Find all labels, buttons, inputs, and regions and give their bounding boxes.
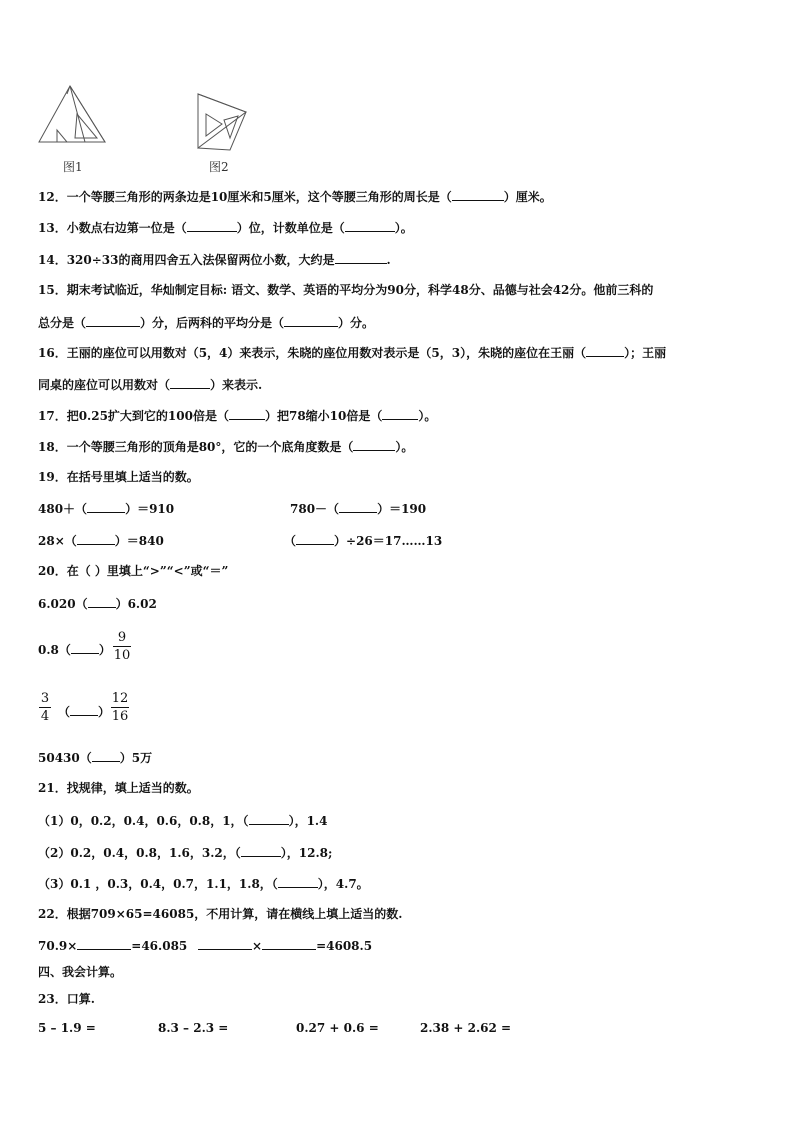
figure-1-caption: 图1 xyxy=(63,160,83,174)
question-20-a-text: 6.020（ xyxy=(38,597,88,611)
question-16-line-2 xyxy=(38,375,262,394)
question-21-1-suffix: ），1.4 xyxy=(288,814,328,828)
question-19-b-text: 780－（ xyxy=(290,502,340,516)
question-16-suffix-2: ）来表示. xyxy=(210,378,263,392)
question-22-item-b xyxy=(198,936,372,955)
mental-math-item: 0.27 + 0.6 = xyxy=(296,1021,379,1035)
question-19-c-blank[interactable] xyxy=(77,531,115,545)
question-20-item-b xyxy=(38,640,111,659)
question-13-blank-2[interactable] xyxy=(345,218,395,232)
question-19-c-text: 28×（ xyxy=(38,534,77,548)
question-20-item-c xyxy=(58,702,110,721)
question-20-c-fraction-right xyxy=(110,690,130,725)
question-22-b-blank-1[interactable] xyxy=(198,936,252,950)
fraction-denominator: 10 xyxy=(113,648,131,663)
question-19-d-suffix: ）÷26＝17……13 xyxy=(334,534,443,548)
mental-math-item: 2.38 + 2.62 = xyxy=(420,1021,512,1035)
question-21-item-1 xyxy=(38,811,327,830)
question-15-blank-2[interactable] xyxy=(284,313,338,327)
question-16-suffix-1: ）；王丽 xyxy=(624,346,667,360)
question-20-a-blank[interactable] xyxy=(88,594,116,608)
question-19-item-b xyxy=(290,499,426,518)
question-12-suffix: ）厘米。 xyxy=(503,190,552,204)
question-21-3-suffix: ），4.7。 xyxy=(317,877,369,891)
fraction-denominator: 4 xyxy=(40,709,50,724)
question-20-b-blank[interactable] xyxy=(71,640,99,654)
question-16-prefix-2: 同桌的座位可以用数对（ xyxy=(38,378,171,392)
question-21-2-blank[interactable] xyxy=(241,843,281,857)
question-18 xyxy=(38,437,413,456)
section-4-heading: 四、我会计算。 xyxy=(38,965,123,979)
question-18-answer-blank[interactable] xyxy=(353,437,395,451)
question-13-suffix: ）。 xyxy=(394,221,413,235)
question-19-d-blank[interactable] xyxy=(296,531,334,545)
question-20-c-open-paren: （ xyxy=(58,705,71,719)
question-20-a-suffix: ）6.02 xyxy=(115,597,157,611)
question-23-title: 23．口算. xyxy=(38,992,95,1006)
question-14-answer-blank[interactable] xyxy=(335,250,387,264)
question-17-mid: ）把78缩小10倍是（ xyxy=(264,409,383,423)
question-12-answer-blank[interactable] xyxy=(452,187,504,201)
question-14-text: 14．320÷33的商用四舍五入法保留两位小数，大约是 xyxy=(38,253,335,267)
question-22-a-blank[interactable] xyxy=(77,936,131,950)
question-19-b-suffix: ）＝190 xyxy=(377,502,427,516)
question-15-line-1: 15．期末考试临近，华灿制定目标: 语文、数学、英语的平均分为90分，科学48分、品德与社会42分。他前三科的 xyxy=(38,283,654,297)
question-20-c-blank[interactable] xyxy=(70,702,98,716)
fraction-denominator: 16 xyxy=(111,709,129,724)
question-15-suffix: ）分。 xyxy=(338,316,375,330)
question-20-item-d xyxy=(38,748,152,767)
question-13-mid: ）位，计数单位是（ xyxy=(236,221,345,235)
question-20-b-suffix: ） xyxy=(98,643,111,657)
question-22-a-suffix: =46.085 xyxy=(131,939,188,953)
question-16-blank-2[interactable] xyxy=(170,375,210,389)
question-15-blank-1[interactable] xyxy=(86,313,140,327)
question-20-title: 20．在（ ）里填上“>”“<”或“＝” xyxy=(38,564,229,578)
question-20-d-suffix: ）5万 xyxy=(119,751,153,765)
question-20-b-fraction xyxy=(112,629,132,664)
question-16-blank-1[interactable] xyxy=(586,343,624,357)
question-20-b-text: 0.8（ xyxy=(38,643,71,657)
question-19-b-blank[interactable] xyxy=(339,499,377,513)
question-22-b-suffix: =4608.5 xyxy=(316,939,373,953)
question-21-3-blank[interactable] xyxy=(278,874,318,888)
question-15-mid: ）分，后两科的平均分是（ xyxy=(140,316,285,330)
question-22-a-text: 70.9× xyxy=(38,939,78,953)
question-20-item-a xyxy=(38,594,157,613)
question-19-a-suffix: ）＝910 xyxy=(125,502,175,516)
question-20-c-close-paren: ） xyxy=(98,705,111,719)
question-15-prefix: 总分是（ xyxy=(38,316,87,330)
set-square-figure-1 xyxy=(37,84,107,156)
question-21-1-blank[interactable] xyxy=(249,811,289,825)
question-19-a-blank[interactable] xyxy=(87,499,125,513)
question-19-item-a xyxy=(38,499,174,518)
figure-2-caption: 图2 xyxy=(209,160,229,174)
mental-math-item: 8.3 – 2.3 = xyxy=(158,1021,229,1035)
question-13-text: 13．小数点右边第一位是（ xyxy=(38,221,187,235)
question-16-text: 16．王丽的座位可以用数对（5，4）来表示，朱晓的座位用数对表示是（5，3），朱晓的座位在王丽（ xyxy=(38,346,587,360)
question-19-c-suffix: ）＝840 xyxy=(114,534,164,548)
mental-math-item: 5 – 1.9 = xyxy=(38,1021,96,1035)
question-21-item-2 xyxy=(38,843,332,862)
fraction-numerator: 3 xyxy=(40,691,50,706)
question-19-a-text: 480＋（ xyxy=(38,502,88,516)
question-14-suffix: . xyxy=(386,253,391,267)
question-19-title: 19．在括号里填上适当的数。 xyxy=(38,470,199,484)
question-13-blank-1[interactable] xyxy=(187,218,237,232)
question-21-3-text: （3）0.1 ，0.3，0.4，0.7，1.1，1.8，（ xyxy=(38,877,278,891)
question-21-item-3 xyxy=(38,874,369,893)
question-19-d-text: （ xyxy=(284,534,297,548)
question-20-c-fraction-left xyxy=(38,690,52,725)
question-20-d-blank[interactable] xyxy=(92,748,120,762)
question-16-line-1 xyxy=(38,343,666,362)
question-21-2-text: （2）0.2，0.4，0.8，1.6，3.2，（ xyxy=(38,846,241,860)
question-12-text: 12．一个等腰三角形的两条边是10厘米和5厘米，这个等腰三角形的周长是（ xyxy=(38,190,452,204)
question-19-item-d xyxy=(284,531,442,550)
question-18-text: 18．一个等腰三角形的顶角是80°，它的一个底角度数是（ xyxy=(38,440,354,454)
question-17-blank-1[interactable] xyxy=(229,406,265,420)
question-19-item-c xyxy=(38,531,164,550)
question-22-item-a xyxy=(38,936,187,955)
question-17-suffix: ）。 xyxy=(418,409,437,423)
fraction-numerator: 12 xyxy=(111,691,129,706)
question-22-b-blank-2[interactable] xyxy=(262,936,316,950)
set-square-figure-2 xyxy=(194,92,254,154)
fraction-numerator: 9 xyxy=(117,630,127,645)
question-21-1-text: （1）0，0.2，0.4，0.6，0.8，1，（ xyxy=(38,814,249,828)
question-22-title: 22．根据709×65=46085，不用计算，请在横线上填上适当的数. xyxy=(38,907,403,921)
question-17-text: 17．把0.25扩大到它的100倍是（ xyxy=(38,409,229,423)
question-21-2-suffix: ），12.8; xyxy=(280,846,333,860)
question-15-line-2 xyxy=(38,313,374,332)
question-20-d-text: 50430（ xyxy=(38,751,92,765)
question-14 xyxy=(38,250,391,269)
question-21-title: 21．找规律，填上适当的数。 xyxy=(38,781,199,795)
question-17 xyxy=(38,406,436,425)
question-18-suffix: ）。 xyxy=(395,440,414,454)
question-17-blank-2[interactable] xyxy=(382,406,418,420)
question-22-b-times: × xyxy=(252,939,263,953)
question-12 xyxy=(38,187,552,206)
question-13 xyxy=(38,218,413,237)
